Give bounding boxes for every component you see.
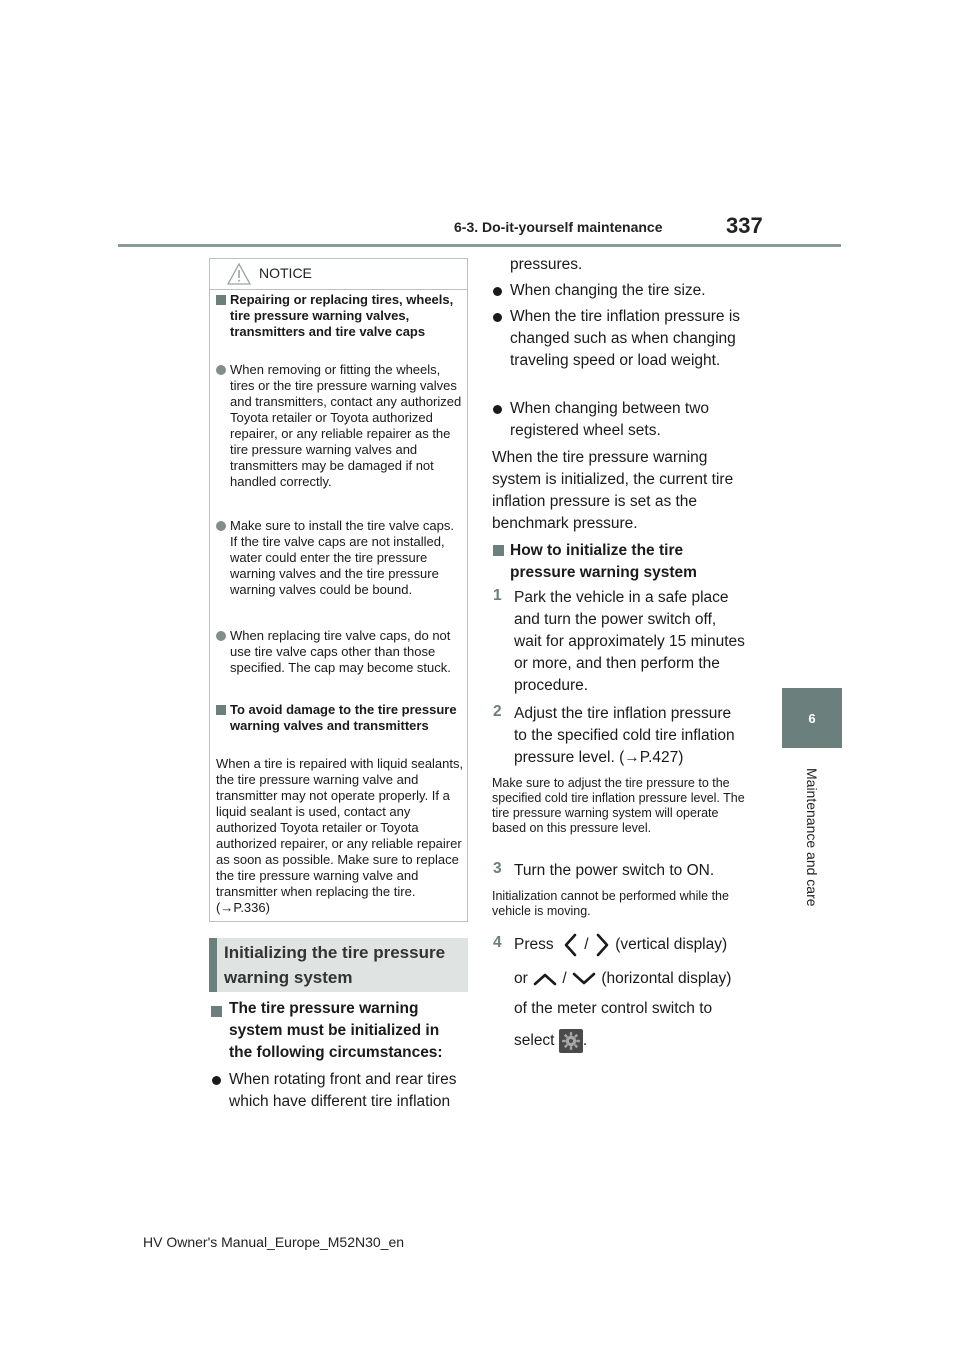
bullet-icon bbox=[493, 287, 502, 296]
left-subheading: The tire pressure warning system must be initialized in the following circumstances: bbox=[229, 1000, 443, 1061]
chapter-tab: 6 bbox=[782, 688, 842, 748]
step-number: 4 bbox=[493, 934, 502, 951]
chapter-label: Maintenance and care bbox=[804, 768, 820, 907]
section-heading-text: Initializing the tire pressure warning system bbox=[224, 943, 446, 987]
right-bullet-3: When the tire inflation pressure is changed such as when changing traveling speed or load weight. bbox=[510, 308, 741, 369]
notice-header bbox=[210, 259, 467, 290]
square-bullet-icon bbox=[216, 705, 226, 715]
notice-paragraph: When a tire is repaired with liquid sealants, the tire pressure warning valve and transmitter may not operate properly. If a liquid sealant is used, contact any authorized Toyota retailer or Toyota authorized repairer, or any reliable repairer as soon as possible. Make sure to replace the tire pressure warning valve and transmitter when replacing the tire. (→P.336) bbox=[216, 756, 464, 915]
right-bullet-2: When changing the tire size. bbox=[510, 282, 706, 299]
step-number: 2 bbox=[493, 703, 502, 720]
notice-item-2: Make sure to install the tire valve caps. If the tire valve caps are not installed, water could enter the tire pressure warning valves and the tire pressure warning valves could be bound. bbox=[230, 518, 454, 597]
step-4-period: . bbox=[582, 1032, 588, 1049]
warning-triangle-icon bbox=[227, 263, 251, 285]
right-subheading: How to initialize the tire pressure warning system bbox=[510, 542, 697, 581]
step-4-horizontal: (horizontal display) bbox=[601, 970, 732, 987]
square-bullet-icon bbox=[211, 1006, 222, 1017]
section-heading bbox=[209, 938, 468, 992]
bullet-icon bbox=[493, 313, 502, 322]
step-number: 1 bbox=[493, 587, 502, 604]
step-2-note: Make sure to adjust the tire pressure to the specified cold tire inflation pressure level. The tire pressure warning system will operate based on this pressure level. bbox=[492, 776, 745, 835]
step-4-slash: / bbox=[562, 970, 567, 987]
chevron-down-icon bbox=[571, 970, 597, 988]
left-bullet-1: When rotating front and rear tires which have different tire inflation bbox=[229, 1071, 457, 1110]
notice-item-1: When removing or fitting the wheels, tires or the tire pressure warning valves and transmitters, contact any authorized Toyota retailer or Toyota authorized repairer, or any reliable repairer as the tire pressure warning valves and transmitters may be damaged if not handled correctly. bbox=[230, 362, 462, 489]
step-4-line-4 bbox=[514, 1026, 754, 1056]
chevron-up-icon bbox=[532, 970, 558, 988]
right-bullet-4: When changing between two registered wheel sets. bbox=[510, 400, 710, 439]
square-bullet-icon bbox=[493, 545, 504, 556]
step-4-line-2 bbox=[514, 964, 754, 994]
step-number: 3 bbox=[493, 860, 502, 877]
notice-heading-2: To avoid damage to the tire pressure warning valves and transmitters bbox=[230, 702, 457, 733]
header-rule bbox=[118, 244, 841, 247]
step-3-note: Initialization cannot be performed while the vehicle is moving. bbox=[492, 889, 729, 918]
section-title: 6-3. Do-it-yourself maintenance bbox=[454, 219, 663, 235]
settings-gear-icon bbox=[559, 1029, 583, 1053]
chevron-left-icon bbox=[562, 932, 580, 958]
bullet-icon bbox=[493, 405, 502, 414]
step-3-text: Turn the power switch to ON. bbox=[514, 862, 715, 879]
notice-box bbox=[209, 258, 468, 922]
right-paragraph: When the tire pressure warning system is initialized, the current tire inflation pressure is set as the benchmark pressure. bbox=[492, 449, 734, 532]
step-4-line-3: of the meter control switch to bbox=[514, 1000, 713, 1017]
step-4-press: Press bbox=[514, 936, 554, 953]
section-heading-bar bbox=[209, 938, 217, 992]
step-4-text bbox=[514, 930, 754, 1056]
right-bullet-1-continued: pressures. bbox=[510, 256, 583, 273]
notice-item-3: When replacing tire valve caps, do not use tire valve caps other than those specified. The cap may become stuck. bbox=[230, 628, 451, 675]
step-4-or: or bbox=[514, 970, 528, 987]
bullet-icon bbox=[212, 1076, 221, 1085]
notice-heading-1: Repairing or replacing tires, wheels, tire pressure warning valves, transmitters and tire valve caps bbox=[230, 292, 454, 339]
step-2-text: Adjust the tire inflation pressure to the specified cold tire inflation pressure level. (→P.427) bbox=[514, 705, 735, 766]
page-number: 337 bbox=[726, 213, 763, 238]
step-4-vertical: (vertical display) bbox=[615, 936, 728, 953]
circle-bullet-icon bbox=[216, 631, 226, 641]
circle-bullet-icon bbox=[216, 521, 226, 531]
step-4-slash: / bbox=[584, 936, 589, 953]
notice-label: NOTICE bbox=[259, 265, 312, 281]
square-bullet-icon bbox=[216, 295, 226, 305]
step-4-select: select bbox=[514, 1032, 555, 1049]
chevron-right-icon bbox=[593, 932, 611, 958]
step-4-line-1 bbox=[514, 930, 754, 960]
step-1-text: Park the vehicle in a safe place and turn the power switch off, wait for approximately 15 minutes or more, and then perform the procedure. bbox=[514, 589, 745, 694]
circle-bullet-icon bbox=[216, 365, 226, 375]
footer: HV Owner's Manual_Europe_M52N30_en bbox=[143, 1234, 405, 1250]
